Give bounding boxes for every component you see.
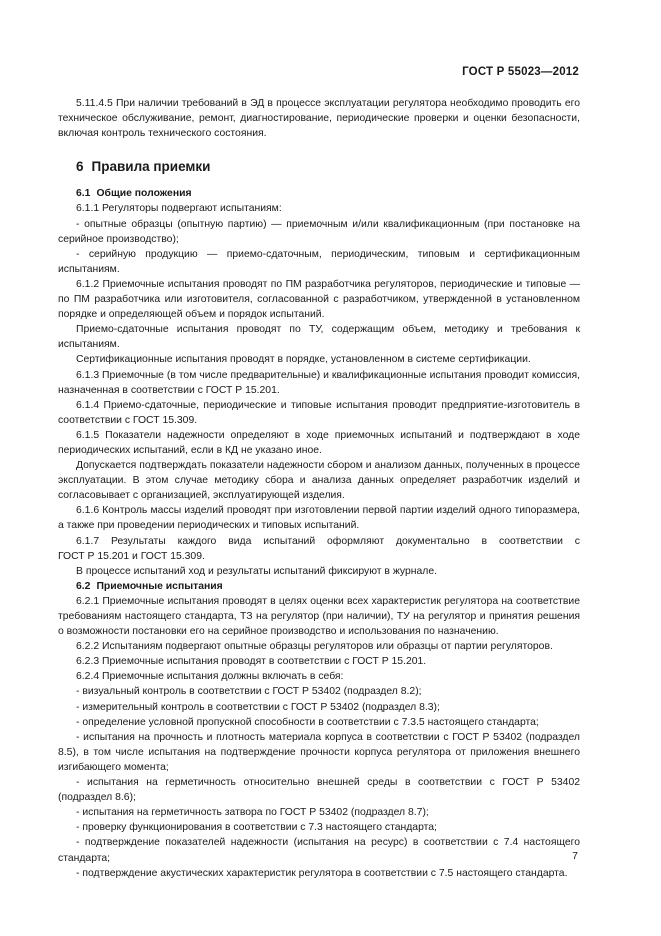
paragraph: В процессе испытаний ход и результаты испытаний фиксируют в журнале. — [76, 565, 438, 577]
section-title: Правила приемки — [91, 159, 211, 175]
list-item: - определение условной пропускной способности в соответствии с 7.3.5 настоящего стандарта; — [76, 716, 539, 728]
subsection-heading-6-1 — [76, 186, 580, 201]
paragraph-5-11-4-5: 5.11.4.5 При наличии требований в ЭД в процессе эксплуатации регулятора необходимо проводить его техническое обслуживание, ремонт, диагностирование, периодические проверки и оценки безопасности, включая контроль технического состояния. — [58, 98, 580, 140]
paragraph: 6.1.5 Показатели надежности определяют в ходе приемочных испытаний и подтверждают в ходе периодических испытаний, если в КД не указано иное. — [58, 429, 580, 456]
paragraph-6-1-7-line: ГОСТ Р 15.201 и ГОСТ 15.309. — [58, 550, 205, 562]
paragraph: Допускается подтверждать показатели надежности сбором и анализом данных, полученных в процессе эксплуатации. В этом случае методику сбора и анализа данных определяет разработчик изделий и согласовывает с организацией, эксплуатирующей изделия. — [58, 460, 580, 502]
list-item: - проверку функционирования в соответствии с 7.3 настоящего стандарта; — [76, 822, 437, 834]
paragraph: 6.1.6 Контроль массы изделий проводят при изготовлении первой партии изделий одного типоразмера, а также при проведении периодических и типовых испытаний. — [58, 505, 580, 532]
subsection-number: 6.1 — [76, 188, 91, 200]
document-code-header: ГОСТ Р 55023—2012 — [462, 66, 579, 78]
paragraph: 6.2.3 Приемочные испытания проводят в соответствии с ГОСТ Р 15.201. — [76, 656, 427, 668]
paragraph: 6.1.1 Регуляторы подвергают испытаниям: — [76, 203, 282, 215]
list-item: - испытания на прочность и плотность материала корпуса в соответствии с ГОСТ Р 53402 (подраздел 8.5), в том числе испытания на подтверждение прочности корпуса регулятора от приложения внешнего изгибающего момента; — [58, 731, 580, 773]
page-number: 7 — [572, 850, 578, 862]
section-number: 6 — [76, 159, 84, 175]
section-heading — [76, 159, 580, 174]
paragraph: Приемо-сдаточные испытания проводят по ТУ, содержащим объем, методику и требования к испытаниям. — [58, 324, 580, 351]
list-item: - измерительный контроль в соответствии с ГОСТ Р 53402 (подраздел 8.3); — [76, 701, 440, 713]
paragraph: 6.1.4 Приемо-сдаточные, периодические и типовые испытания проводит предприятие-изготовитель в соответствии с ГОСТ 15.309. — [58, 399, 580, 426]
list-item: - подтверждение показателей надежности (испытания на ресурс) в соответствии с 7.4 настоящего стандарта; — [58, 837, 580, 864]
page-body — [58, 96, 580, 881]
paragraph: 6.2.1 Приемочные испытания проводят в целях оценки всех характеристик регулятора на соответствие требованиям настоящего стандарта, ТЗ на регулятор (при наличии), ТУ на регулятор и принятия решения о возможности постановки его на серийное производство и использования по назначению. — [58, 595, 580, 638]
subsection-number: 6.2 — [76, 580, 91, 592]
paragraph: 6.2.2 Испытаниям подвергают опытные образцы регуляторов или образцы от партии регуляторов. — [76, 641, 553, 653]
paragraph: Сертификационные испытания проводят в порядке, установленном в системе сертификации. — [76, 354, 531, 366]
subsection-title: Приемочные испытания — [96, 580, 223, 592]
list-item: - опытные образцы (опытную партию) — приемочным и/или квалификационным (при постановке на серийное производство); — [58, 218, 580, 245]
list-item: - подтверждение акустических характеристик регулятора в соответствии с 7.5 настоящего стандарта. — [76, 867, 568, 879]
list-item: - визуальный контроль в соответствии с ГОСТ Р 53402 (подраздел 8.2); — [76, 686, 422, 698]
subsection-title: Общие положения — [96, 188, 192, 200]
list-item: - испытания на герметичность относительно внешней среды в соответствии с ГОСТ Р 53402 (подраздел 8.6); — [58, 777, 580, 804]
paragraph: 6.2.4 Приемочные испытания должны включать в себя: — [76, 671, 344, 683]
paragraph: 6.1.2 Приемочные испытания проводят по ПМ разработчика регуляторов, периодические и типовые — по ПМ разработчика или изготовителя, согласованной с разработчиком, утвержденной в установленном порядке и определяющей объем и порядок испытаний. — [58, 278, 580, 321]
list-item: - испытания на герметичность затвора по ГОСТ Р 53402 (подраздел 8.7); — [76, 807, 429, 819]
paragraph-6-1-7-line: 6.1.7 Результаты каждого вида испытаний оформляют документально в соответствии с — [76, 535, 580, 547]
subsection-heading-6-2 — [76, 579, 580, 594]
list-item: - серийную продукцию — приемо-сдаточным, периодическим, типовым и сертификационным испытаниям. — [58, 248, 580, 275]
paragraph: 6.1.3 Приемочные (в том числе предварительные) и квалификационные испытания проводит комиссия, назначенная в соответствии с ГОСТ Р 15.201. — [58, 369, 580, 396]
